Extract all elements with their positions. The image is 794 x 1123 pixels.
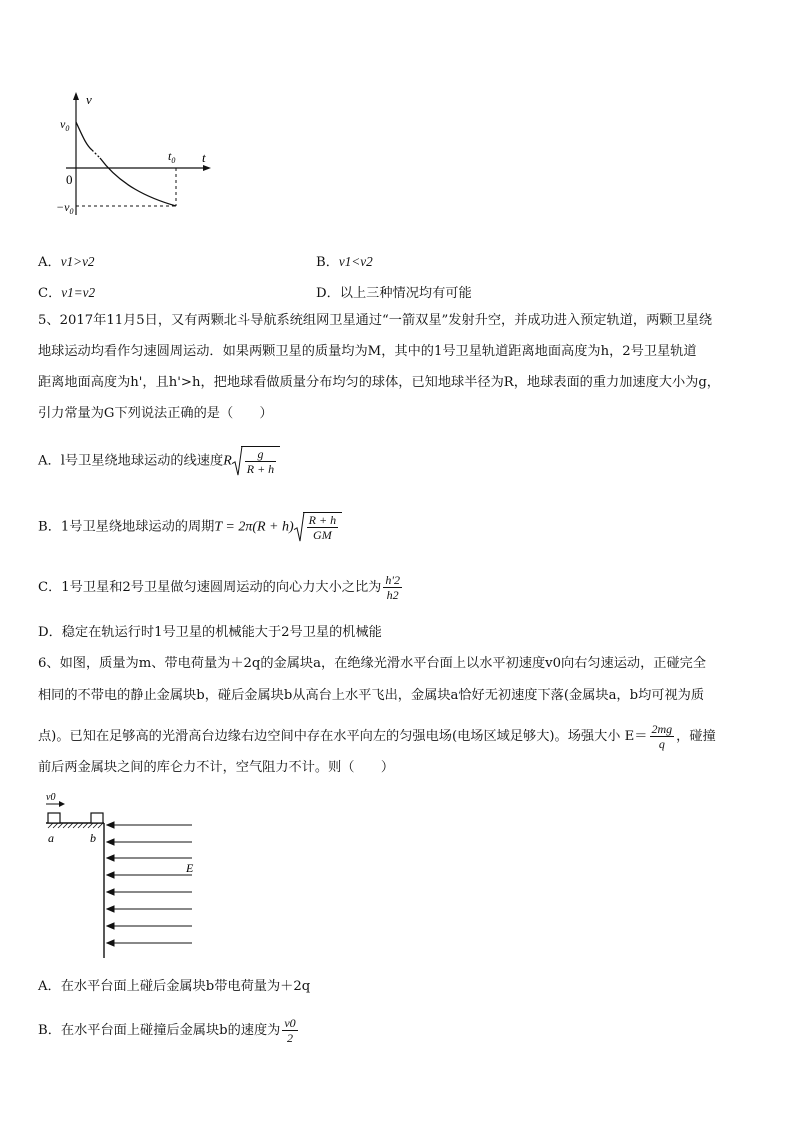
field-lines <box>107 822 192 946</box>
q5-option-a-text: A．l号卫星绕地球运动的线速度 <box>38 453 224 469</box>
q5-option-c-text: C．1号卫星和2号卫星做匀速圆周运动的向心力大小之比为 <box>38 580 382 595</box>
label-a: a <box>48 831 54 845</box>
label-E: E <box>186 861 194 875</box>
q6-option-b <box>38 1016 300 1045</box>
q6-line-3-num: 2mg <box>651 722 673 736</box>
v-axis-arrow <box>73 92 79 100</box>
q6-line-4: 前后两金属块之间的库仑力不计，空气阻力不计。则（ ） <box>38 760 395 775</box>
q6-figure <box>40 792 210 962</box>
q5-option-a <box>38 446 280 476</box>
q6-option-a: A．在水平台面上碰后金属块b带电荷量为＋2q <box>38 979 311 994</box>
block-b <box>91 813 103 823</box>
q5-option-b-text: B．1号卫星绕地球运动的周期 <box>38 519 215 535</box>
sqrt-symbol <box>232 446 280 476</box>
sqrt-symbol <box>294 512 342 542</box>
q5-line-1: 5、2017年11月5日，又有两颗北斗导航系统组网卫星通过“一箭双星”发射升空，并成功进入预定轨道，两颗卫星绕 <box>38 313 713 328</box>
q5-option-a-den: R + h <box>246 462 275 476</box>
q5-option-b <box>38 512 342 542</box>
axis-v-label: v <box>86 92 92 107</box>
q4-option-a-prefix: A． <box>38 255 61 270</box>
q5-line-2: 地球运动均看作匀速圆周运动．如果两颗卫星的质量均为M，其中的1号卫星轨道距离地面高度为h，2号卫星轨道 <box>38 344 697 359</box>
v0-label: $v_0$ <box>60 117 70 133</box>
q6-option-b-num: v0 <box>284 1016 296 1030</box>
q6-option-b-text: B．在水平台面上碰撞后金属块b的速度为 <box>38 1023 281 1038</box>
q4-option-a-text: v1>v2 <box>60 254 95 269</box>
t0-label: $t_0$ <box>168 149 176 165</box>
q4-option-a <box>38 251 95 270</box>
neg-v0-label: $-v_0$ <box>56 200 74 216</box>
q5-option-a-formula: R <box>223 453 232 469</box>
q5-option-b-den: GM <box>313 528 332 542</box>
q5-option-d: D．稳定在轨运行时1号卫星的机械能大于2号卫星的机械能 <box>38 625 382 640</box>
q5-option-b-formula: T = 2π(R + h) <box>214 519 294 535</box>
q4-option-b <box>316 251 373 270</box>
q5-option-c <box>38 573 404 602</box>
v0-arrow-head <box>59 801 65 807</box>
vt-graph <box>58 90 218 220</box>
q6-option-b-den: 2 <box>286 1031 293 1045</box>
v0-label: v0 <box>46 792 56 803</box>
q4-option-d <box>316 282 472 301</box>
q6-line-3 <box>38 722 716 751</box>
block-a <box>48 813 60 823</box>
q5-line-4: 引力常量为G下列说法正确的是（ ） <box>38 406 273 421</box>
q4-option-c-prefix: C． <box>38 286 62 301</box>
origin-label: 0 <box>66 172 73 187</box>
q5-option-c-den: h2 <box>386 588 399 602</box>
q5-option-b-num: R + h <box>308 513 337 527</box>
velocity-curve-lower <box>100 158 176 206</box>
velocity-curve <box>76 122 92 150</box>
velocity-curve-dashed <box>92 150 100 158</box>
q4-option-d-prefix: D． <box>316 286 340 301</box>
q4-option-d-text: 以上三种情况均有可能 <box>339 286 472 301</box>
q5-line-3: 距离地面高度为h'，且h'>h，把地球看做质量分布均匀的球体，已知地球半径为R，地球表面的重力加速度大小为g， <box>38 375 720 390</box>
q4-option-b-prefix: B． <box>316 255 339 270</box>
q6-line-3-den: q <box>658 737 665 751</box>
q5-option-a-num: g <box>245 447 276 462</box>
q4-option-b-text: v1<v2 <box>338 254 373 269</box>
q6-line-2: 相同的不带电的静止金属块b，碰后金属块b从高台上水平飞出，金属块a恰好无初速度下落(金属块a，b均可视为质 <box>38 688 705 703</box>
t-axis-arrow <box>203 165 211 171</box>
q4-option-c <box>38 282 95 301</box>
q6-line-3-tail: ，碰撞 <box>676 729 716 744</box>
q6-line-1: 6、如图，质量为m、带电荷量为＋2q的金属块a，在绝缘光滑水平台面上以水平初速度v0向右匀速运动，正碰完全 <box>38 656 707 671</box>
q4-option-c-text: v1=v2 <box>61 285 96 300</box>
axis-t-label: t <box>202 150 206 165</box>
label-b: b <box>90 831 96 845</box>
q6-line-3-text: 点)。已知在足够高的光滑高台边缘右边空间中存在水平向左的匀强电场(电场区域足够大)。场强大小 E＝ <box>38 729 648 744</box>
q5-option-c-num: h'2 <box>385 573 400 587</box>
